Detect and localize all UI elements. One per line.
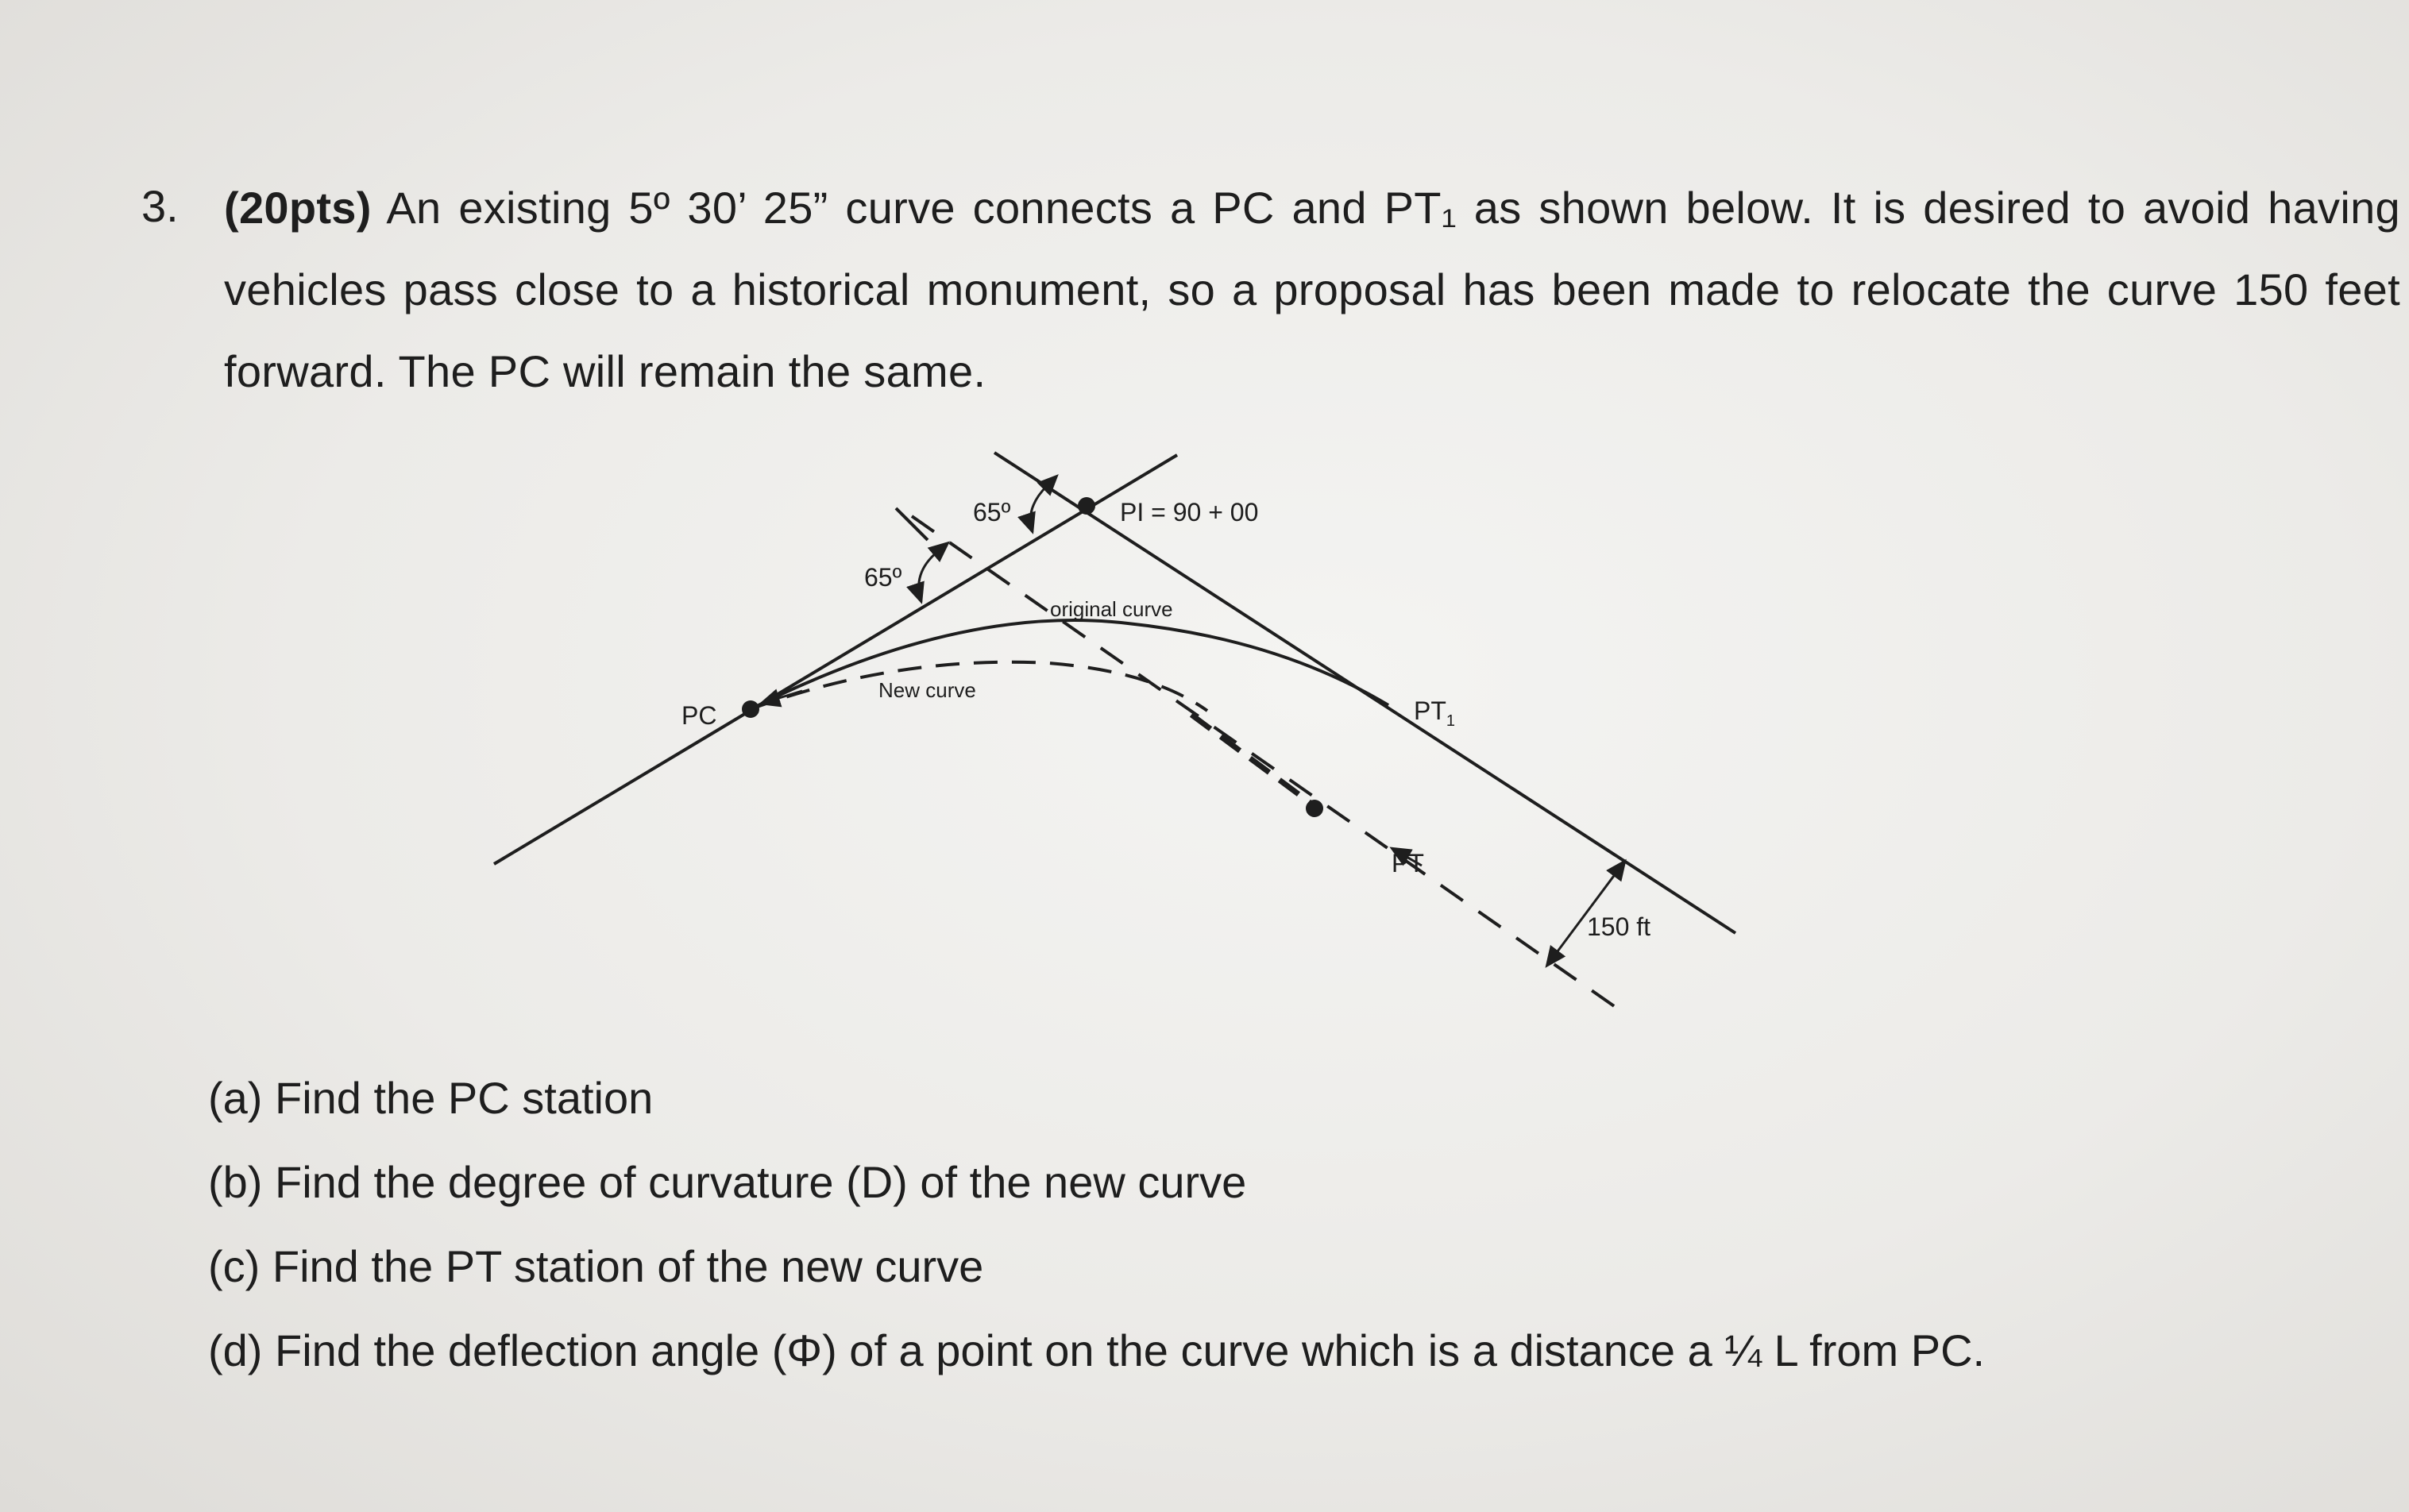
- question-list: [208, 1056, 1985, 1393]
- question-c: (c) Find the PT station of the new curve: [208, 1241, 984, 1291]
- problem-points: (20pts): [224, 183, 372, 233]
- question-a: (a) Find the PC station: [208, 1073, 654, 1123]
- angle-left-label: 65º: [864, 563, 902, 592]
- original-curve-label: original curve: [1050, 597, 1173, 621]
- question-d: (d) Find the deflection angle (Φ) of a point on the curve which is a distance a ¼ L from PC.: [208, 1325, 1986, 1375]
- pi-point: [1078, 497, 1095, 515]
- pc-label: PC: [681, 701, 717, 730]
- problem-number: 3.: [141, 181, 179, 231]
- angle-arc-top: [1030, 486, 1047, 532]
- pt1-label-subscript: 1: [1446, 712, 1456, 730]
- pi-label: PI = 90 + 00: [1120, 498, 1259, 526]
- problem-body: An existing 5º 30’ 25” curve connects a PC and PT₁ as shown below. It is desired to avoid having vehicles pass close to a historical monument, so a proposal has been made to relocate the curve 150 feet forward. The PC will remain the same.: [224, 183, 2400, 396]
- new-curve-end-segment: [1191, 715, 1315, 806]
- angle-arc-left: [919, 552, 937, 602]
- pt-point: [1306, 800, 1323, 817]
- pc-point: [742, 700, 759, 718]
- pt1-label: [1414, 696, 1455, 730]
- back-tangent-line: [494, 455, 1177, 864]
- question-b: (b) Find the degree of curvature (D) of the new curve: [208, 1157, 1247, 1207]
- shifted-forward-tangent-line: [912, 516, 1627, 1015]
- new-curve-label: New curve: [878, 678, 976, 702]
- pt-label: PT: [1392, 849, 1424, 878]
- offset-label: 150 ft: [1587, 912, 1651, 941]
- angle-top-label: 65º: [973, 498, 1011, 526]
- pt1-label-main: PT: [1414, 696, 1446, 725]
